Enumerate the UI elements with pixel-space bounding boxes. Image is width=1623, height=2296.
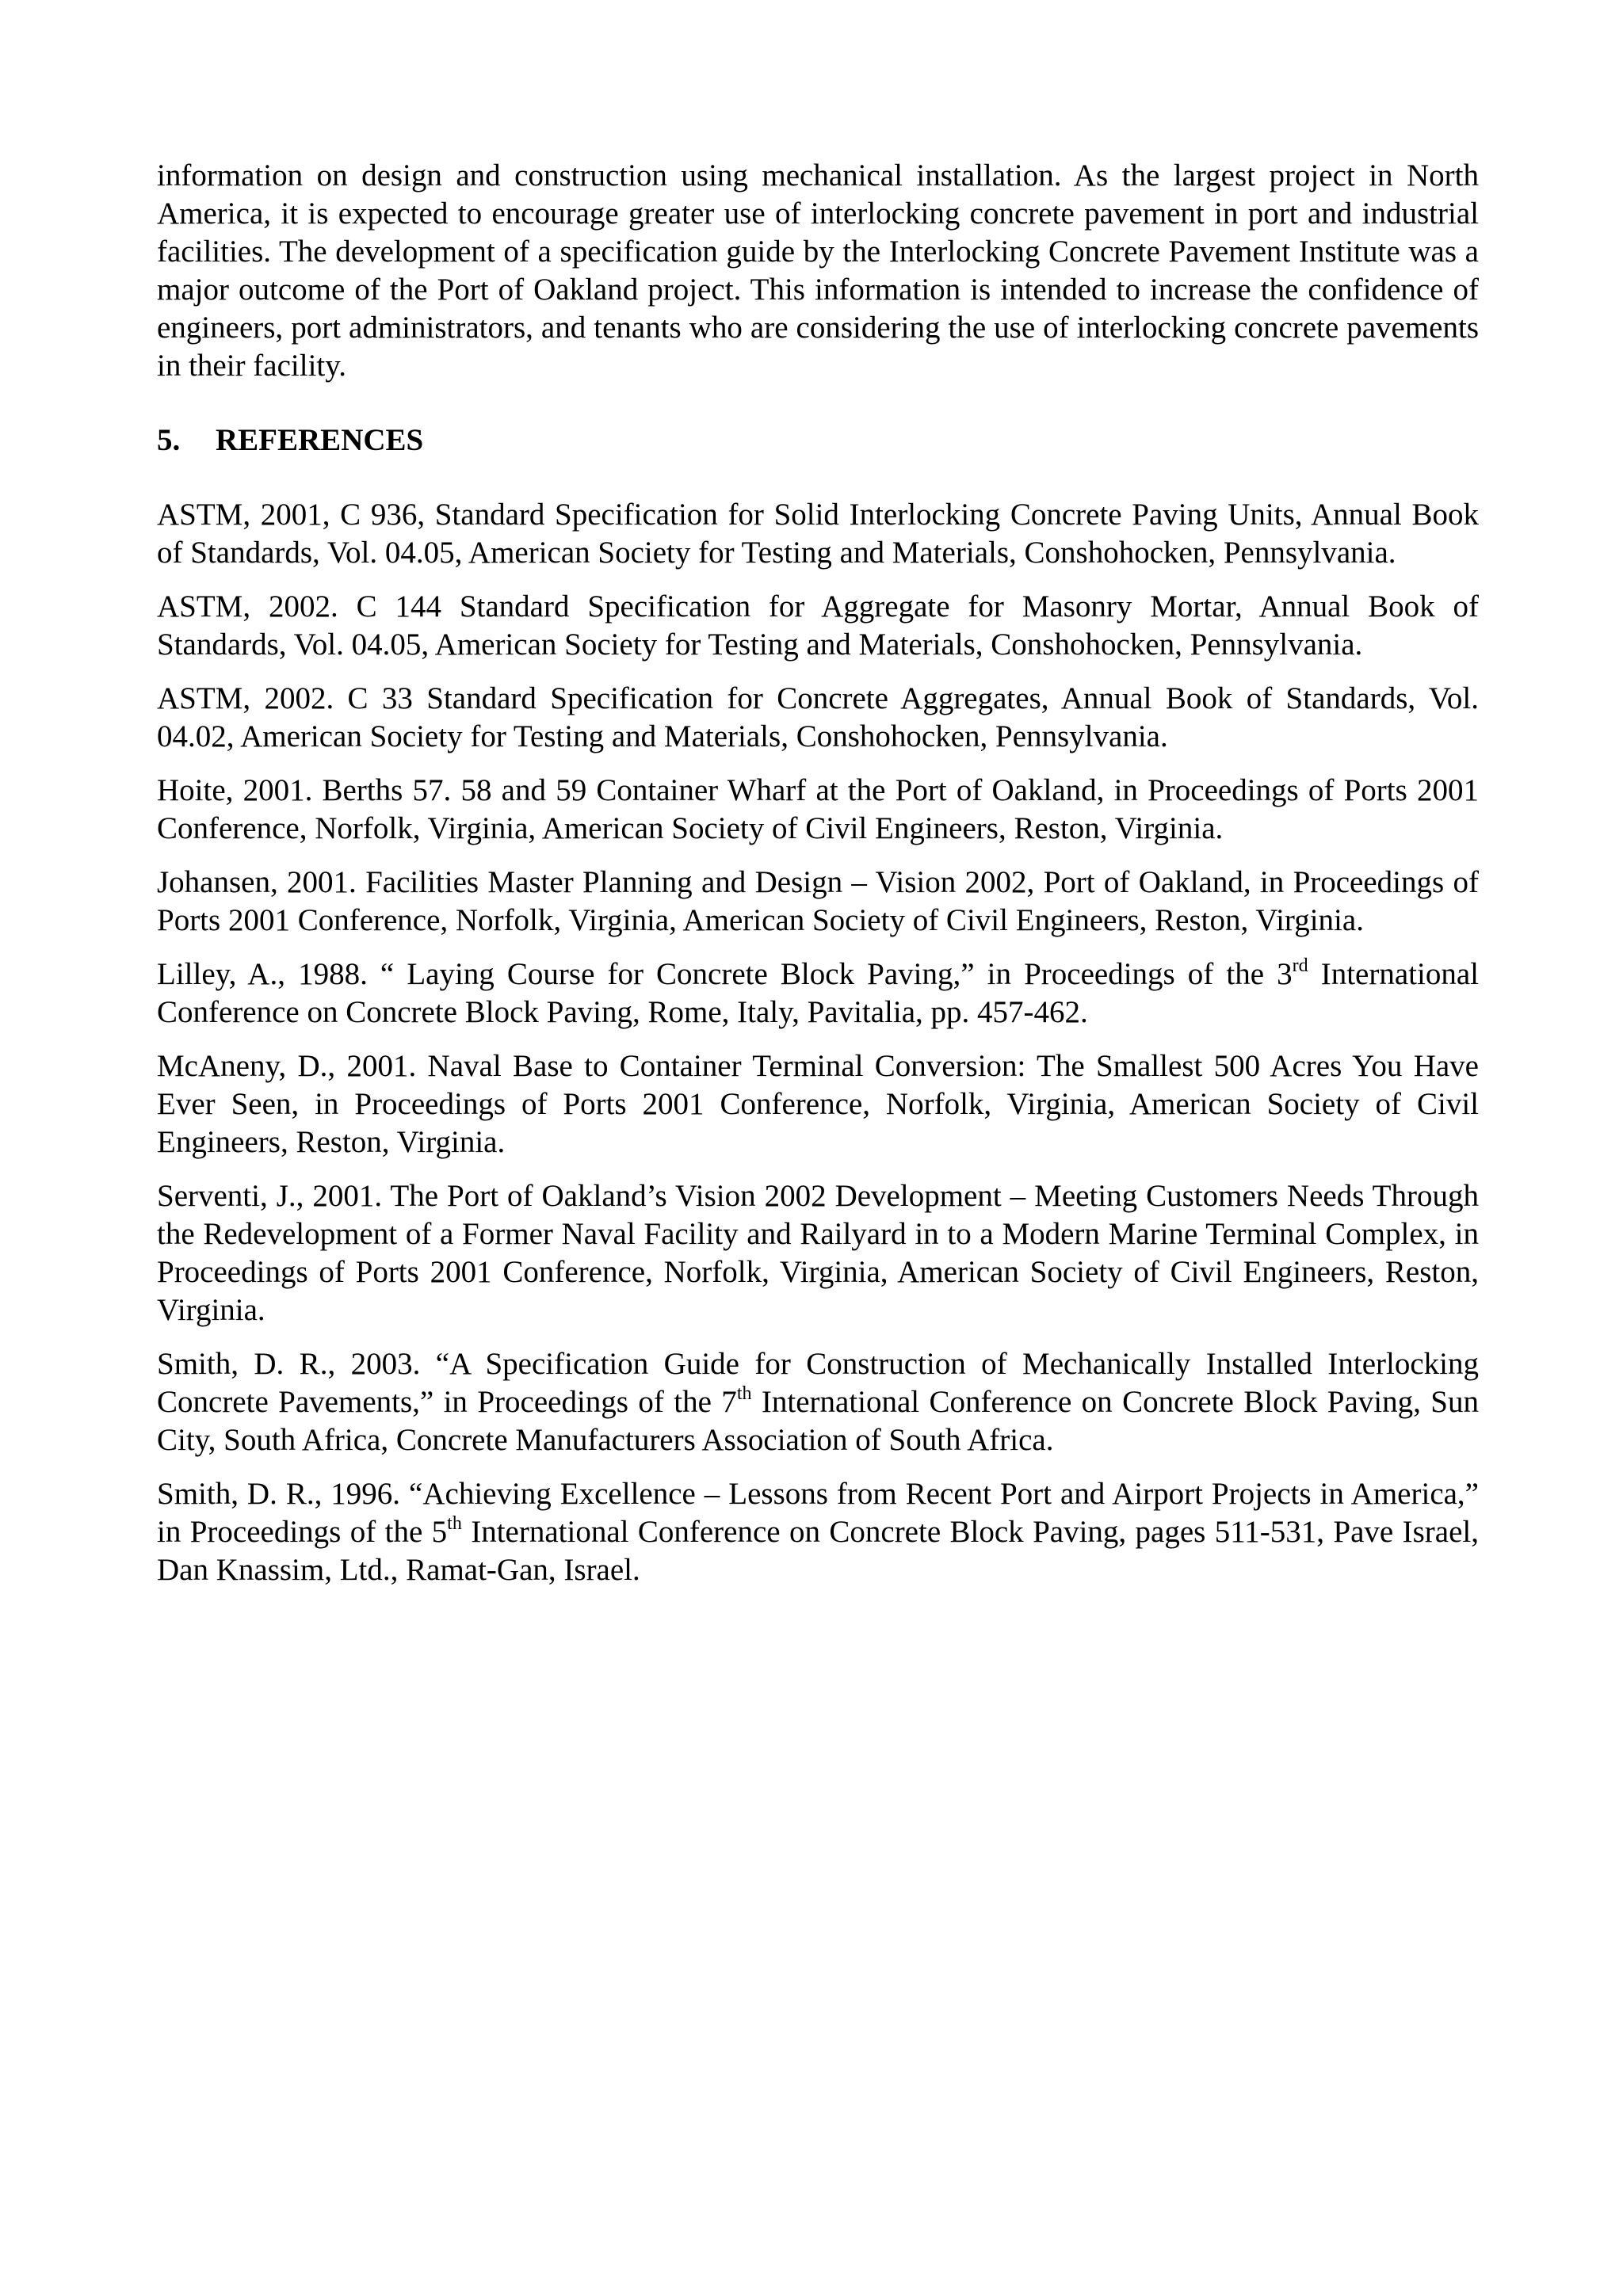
document-page	[157, 157, 1479, 1605]
reference-item	[157, 955, 1479, 1032]
ordinal-superscript: rd	[1292, 955, 1308, 976]
reference-item: McAneny, D., 2001. Naval Base to Container Terminal Conversion: The Smallest 500 Acres You Have Ever Seen, in Proceedings of Ports 2001 Conference, Norfolk, Virginia, American Society of Civil Engineers, Reston, Virginia.	[157, 1049, 1479, 1159]
reference-item: ASTM, 2002. C 144 Standard Specification for Aggregate for Masonry Mortar, Annual Book of Standards, Vol. 04.05, American Society for Testing and Materials, Conshohocken, Pennsylvania.	[157, 589, 1479, 662]
ordinal-superscript: th	[736, 1383, 752, 1404]
reference-item: Serventi, J., 2001. The Port of Oakland’s Vision 2002 Development – Meeting Customers Needs Through the Redevelopment of a Former Naval Facility and Railyard in to a Modern Marine Terminal Complex, in Proceedings of Ports 2001 Conference, Norfolk, Virginia, American Society of Civil Engineers, Reston, Virginia.	[157, 1179, 1479, 1327]
intro-paragraph: information on design and construction using mechanical installation. As the largest project in North America, it is expected to encourage greater use of interlocking concrete pavement in port and industrial facilities. The development of a specification guide by the Interlocking Concrete Pavement Institute was a major outcome of the Port of Oakland project. This information is intended to increase the confidence of engineers, port administrators, and tenants who are considering the use of interlocking concrete pavements in their facility.	[157, 158, 1479, 383]
ordinal-superscript: th	[447, 1513, 462, 1534]
reference-item	[157, 1475, 1479, 1589]
section-title: REFERENCES	[216, 423, 424, 457]
reference-item: ASTM, 2001, C 936, Standard Specification for Solid Interlocking Concrete Paving Units, Annual Book of Standards, Vol. 04.05, American Society for Testing and Materials, Conshohocken, Pennsylvania.	[157, 498, 1479, 570]
reference-text: International Conference on Concrete Block Paving, Sun City, South Africa, Concrete Manufacturers Association of South Africa.	[157, 1385, 1479, 1457]
reference-text: Lilley, A., 1988. “ Laying Course for Concrete Block Paving,” in Proceedings of the 3	[157, 957, 1293, 991]
reference-text: International Conference on Concrete Block Paving, Rome, Italy, Pavitalia, pp. 457-462.	[157, 957, 1479, 1029]
reference-list	[157, 496, 1479, 1589]
reference-item	[157, 1345, 1479, 1459]
reference-text: International Conference on Concrete Block Paving, pages 511-531, Pave Israel, Dan Knassim, Ltd., Ramat-Gan, Israel.	[157, 1515, 1479, 1587]
reference-text: Smith, D. R., 1996. “Achieving Excellence – Lessons from Recent Port and Airport Projects in America,” in Proceedings of the 5	[157, 1477, 1479, 1549]
reference-item: ASTM, 2002. C 33 Standard Specification for Concrete Aggregates, Annual Book of Standards, Vol. 04.02, American Society for Testing and Materials, Conshohocken, Pennsylvania.	[157, 681, 1479, 753]
reference-text: Smith, D. R., 2003. “A Specification Guide for Construction of Mechanically Installed Interlocking Concrete Pavements,” in Proceedings of the 7	[157, 1347, 1479, 1419]
section-heading	[157, 421, 1479, 460]
reference-item: Hoite, 2001. Berths 57. 58 and 59 Container Wharf at the Port of Oakland, in Proceedings of Ports 2001 Conference, Norfolk, Virginia, American Society of Civil Engineers, Reston, Virginia.	[157, 773, 1479, 845]
section-number: 5.	[157, 423, 181, 457]
reference-item: Johansen, 2001. Facilities Master Planning and Design – Vision 2002, Port of Oakland, in Proceedings of Ports 2001 Conference, Norfolk, Virginia, American Society of Civil Engineers, Reston, Virginia.	[157, 865, 1479, 937]
